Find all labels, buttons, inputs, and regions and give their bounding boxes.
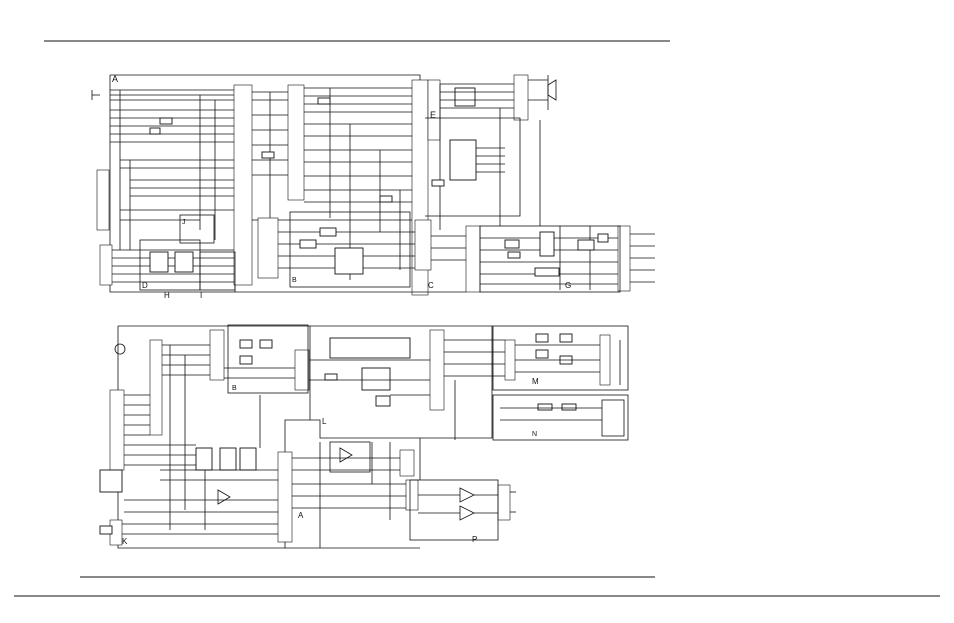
connector-a8 — [415, 220, 431, 270]
comp-b3 — [240, 356, 252, 364]
board-g-label: G — [565, 281, 572, 290]
board-d-label: D — [142, 281, 148, 290]
comp-b2 — [260, 340, 272, 348]
comp-3 — [160, 118, 172, 124]
comp-m2 — [560, 334, 572, 342]
comp-8 — [598, 234, 608, 242]
comp-5 — [432, 180, 444, 186]
comp-m3 — [536, 350, 548, 358]
comp-n2 — [562, 404, 576, 410]
board-n-label: N — [532, 431, 538, 438]
connector-b5 — [295, 350, 309, 390]
connector-a2 — [100, 245, 112, 285]
amp-symbol-3 — [460, 506, 474, 520]
board-m-label: M — [532, 377, 539, 386]
board-b-bottom-label: B — [232, 385, 237, 392]
ic-e2 — [455, 88, 475, 106]
bottom-schematic — [100, 325, 628, 548]
connector-b12 — [505, 340, 515, 380]
comp-1 — [318, 98, 330, 104]
connector-b6 — [430, 330, 444, 410]
connector-a7 — [514, 75, 528, 120]
board-j-label: J — [182, 219, 186, 226]
board-l-label: L — [322, 417, 327, 426]
block-k2 — [100, 526, 112, 534]
comp-4 — [150, 128, 160, 134]
connector-a3 — [234, 85, 252, 285]
ic-b2 — [300, 240, 316, 248]
connector-b8 — [400, 450, 414, 476]
ic-l3 — [376, 396, 390, 406]
top-schematic — [92, 74, 655, 300]
board-a-bottom-label: A — [298, 511, 304, 520]
board-b-top-label: B — [292, 277, 297, 284]
ic-g3 — [535, 268, 559, 276]
ic-d2 — [175, 252, 193, 272]
ic-d1 — [150, 252, 168, 272]
connector-a1 — [97, 170, 109, 230]
connector-b3 — [150, 340, 162, 435]
board-p-label: P — [472, 535, 478, 544]
connector-b7 — [278, 452, 292, 542]
amp-symbol-2 — [460, 488, 474, 502]
comp-7 — [508, 252, 520, 258]
block-k1 — [100, 470, 122, 492]
board-h-label: H — [164, 291, 170, 300]
amp-symbol-4 — [218, 490, 230, 504]
amp-symbol-1 — [340, 448, 352, 462]
speaker-symbol — [548, 80, 556, 100]
round-jack-1 — [115, 344, 125, 354]
comp-m1 — [536, 334, 548, 342]
connector-b4 — [210, 330, 224, 380]
block-amp-1 — [330, 442, 370, 472]
comp-6 — [380, 196, 392, 202]
board-p-outline — [410, 480, 498, 540]
connector-b10 — [498, 485, 510, 520]
ic-g1 — [540, 232, 554, 256]
ic-l1 — [330, 338, 410, 358]
comp-b1 — [240, 340, 252, 348]
board-e-label: E — [430, 110, 437, 120]
board-a-top-label: A — [112, 74, 119, 84]
connector-b1 — [110, 390, 124, 470]
connector-a4 — [288, 85, 304, 200]
ic-k3 — [196, 448, 212, 470]
block-n3 — [602, 400, 624, 436]
ic-e1 — [450, 140, 476, 180]
ic-l2 — [362, 368, 390, 390]
comp-2 — [262, 152, 274, 158]
board-c-label: C — [428, 281, 434, 290]
ic-g2 — [505, 240, 519, 248]
comp-n1 — [538, 404, 552, 410]
vertical-lines-bottom — [170, 340, 620, 548]
ic-b3 — [320, 228, 336, 236]
board-k-label: K — [122, 537, 128, 546]
connector-a11 — [258, 218, 278, 278]
comp-l1 — [325, 374, 337, 380]
connector-a9 — [466, 226, 480, 292]
ic-k4 — [220, 448, 236, 470]
ic-b1 — [335, 248, 363, 274]
board-i-label: I — [200, 291, 203, 300]
ic-g4 — [578, 240, 594, 250]
connector-b9 — [406, 480, 418, 510]
connector-b11 — [600, 335, 610, 385]
board-n-outline — [493, 395, 628, 440]
ic-k5 — [240, 448, 256, 470]
